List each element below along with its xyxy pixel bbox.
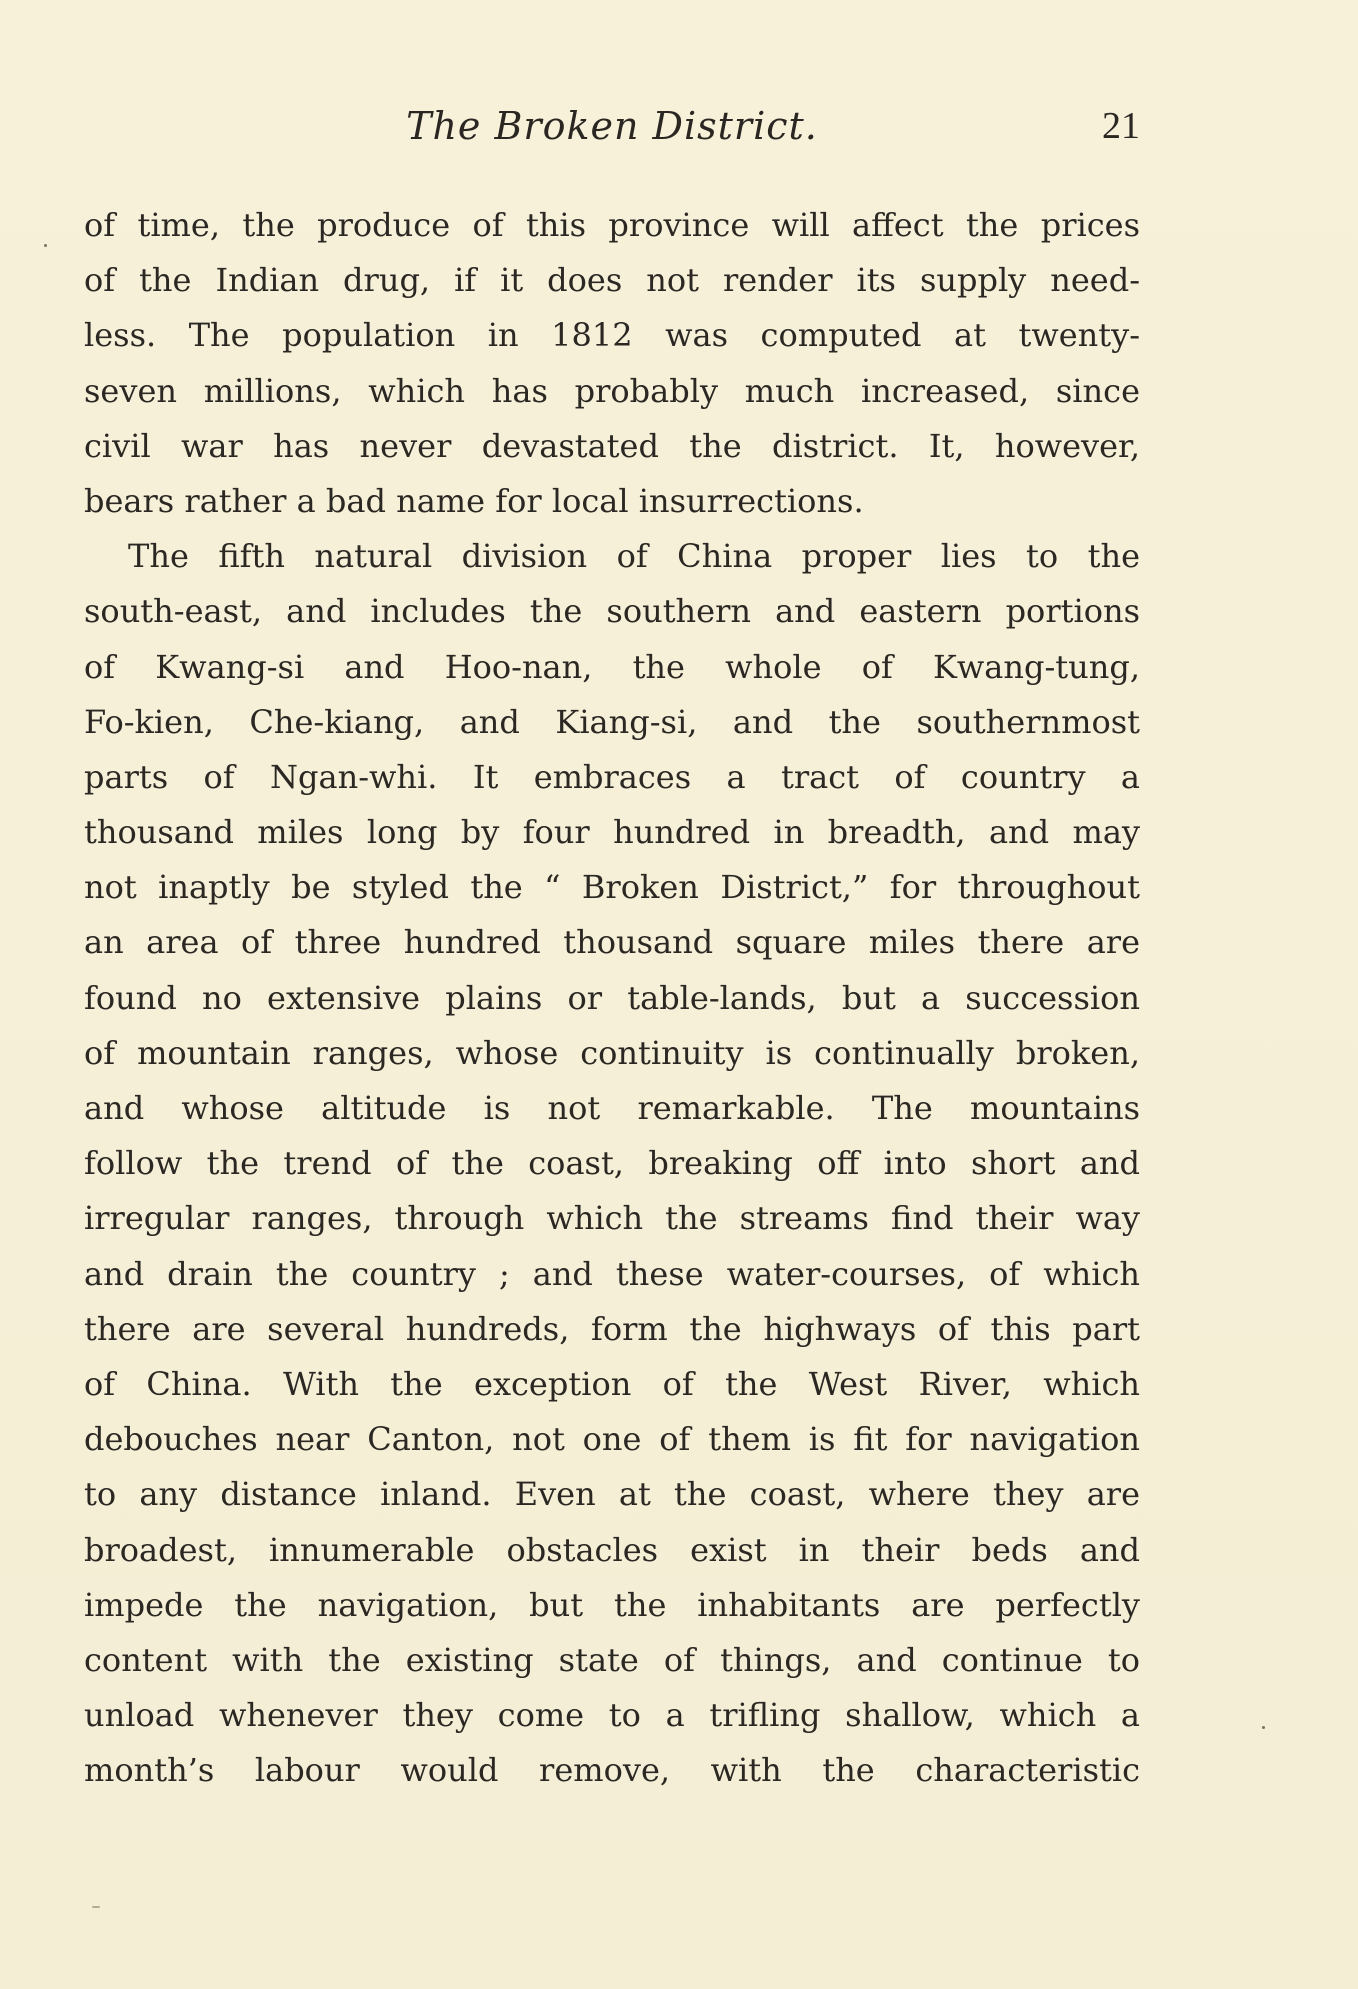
text-line: debouches near Canton, not one of them is fit for navigation bbox=[84, 1420, 1140, 1459]
text-line: of the Indian drug, if it does not render its supply need- bbox=[84, 261, 1140, 300]
paragraph-2 bbox=[84, 529, 1140, 1798]
text-line: thousand miles long by four hundred in breadth, and may bbox=[84, 813, 1140, 852]
running-head bbox=[84, 104, 1140, 164]
text-line: broadest, innumerable obstacles exist in their beds and bbox=[84, 1530, 1140, 1569]
text-line: irregular ranges, through which the streams find their way bbox=[84, 1199, 1140, 1238]
text-line: found no extensive plains or table-lands, but a succession bbox=[84, 978, 1140, 1017]
text-line: to any distance inland. Even at the coast, where they are bbox=[84, 1475, 1140, 1514]
paper-speck bbox=[92, 1906, 100, 1908]
text-line: there are several hundreds, form the highways of this part bbox=[84, 1309, 1140, 1348]
text-line: of time, the produce of this province will affect the prices bbox=[84, 206, 1140, 244]
text-line: of Kwang-si and Hoo-nan, the whole of Kwang-tung, bbox=[84, 647, 1140, 686]
text-line: bears rather a bad name for local insurrections. bbox=[84, 481, 864, 520]
text-line: The fifth natural division of China proper lies to the bbox=[128, 537, 1140, 576]
text-line: seven millions, which has probably much increased, since bbox=[84, 371, 1140, 410]
paragraph-1 bbox=[84, 198, 1140, 529]
text-line: less. The population in 1812 was computed at twenty- bbox=[84, 316, 1140, 355]
text-line: impede the navigation, but the inhabitants are perfectly bbox=[84, 1585, 1140, 1624]
page-number: 21 bbox=[1102, 105, 1140, 147]
text-line: not inaptly be styled the “ Broken District,” for throughout bbox=[84, 868, 1140, 907]
text-line: follow the trend of the coast, breaking off into short and bbox=[84, 1144, 1140, 1183]
text-line: south-east, and includes the southern and eastern portions bbox=[84, 592, 1140, 631]
text-line: of China. With the exception of the West River, which bbox=[84, 1364, 1140, 1403]
text-line: content with the existing state of things, and continue to bbox=[84, 1640, 1140, 1679]
running-title: The Broken District. bbox=[406, 104, 818, 148]
text-line: Fo-kien, Che-kiang, and Kiang-si, and the southernmost bbox=[84, 702, 1140, 741]
text-line: and drain the country ; and these water-courses, of which bbox=[84, 1254, 1140, 1293]
paper-speck bbox=[1262, 1726, 1265, 1729]
text-line: month’s labour would remove, with the characteristic bbox=[84, 1751, 1140, 1790]
body-text bbox=[84, 198, 1140, 1798]
text-line: civil war has never devastated the district. It, however, bbox=[84, 426, 1140, 465]
paper-speck bbox=[44, 244, 47, 247]
text-line: unload whenever they come to a trifling shallow, which a bbox=[84, 1696, 1140, 1735]
text-line: an area of three hundred thousand square miles there are bbox=[84, 923, 1140, 962]
text-line: and whose altitude is not remarkable. The mountains bbox=[84, 1089, 1140, 1127]
text-line: of mountain ranges, whose continuity is continually broken, bbox=[84, 1033, 1140, 1072]
text-line: parts of Ngan-whi. It embraces a tract of country a bbox=[84, 757, 1140, 796]
